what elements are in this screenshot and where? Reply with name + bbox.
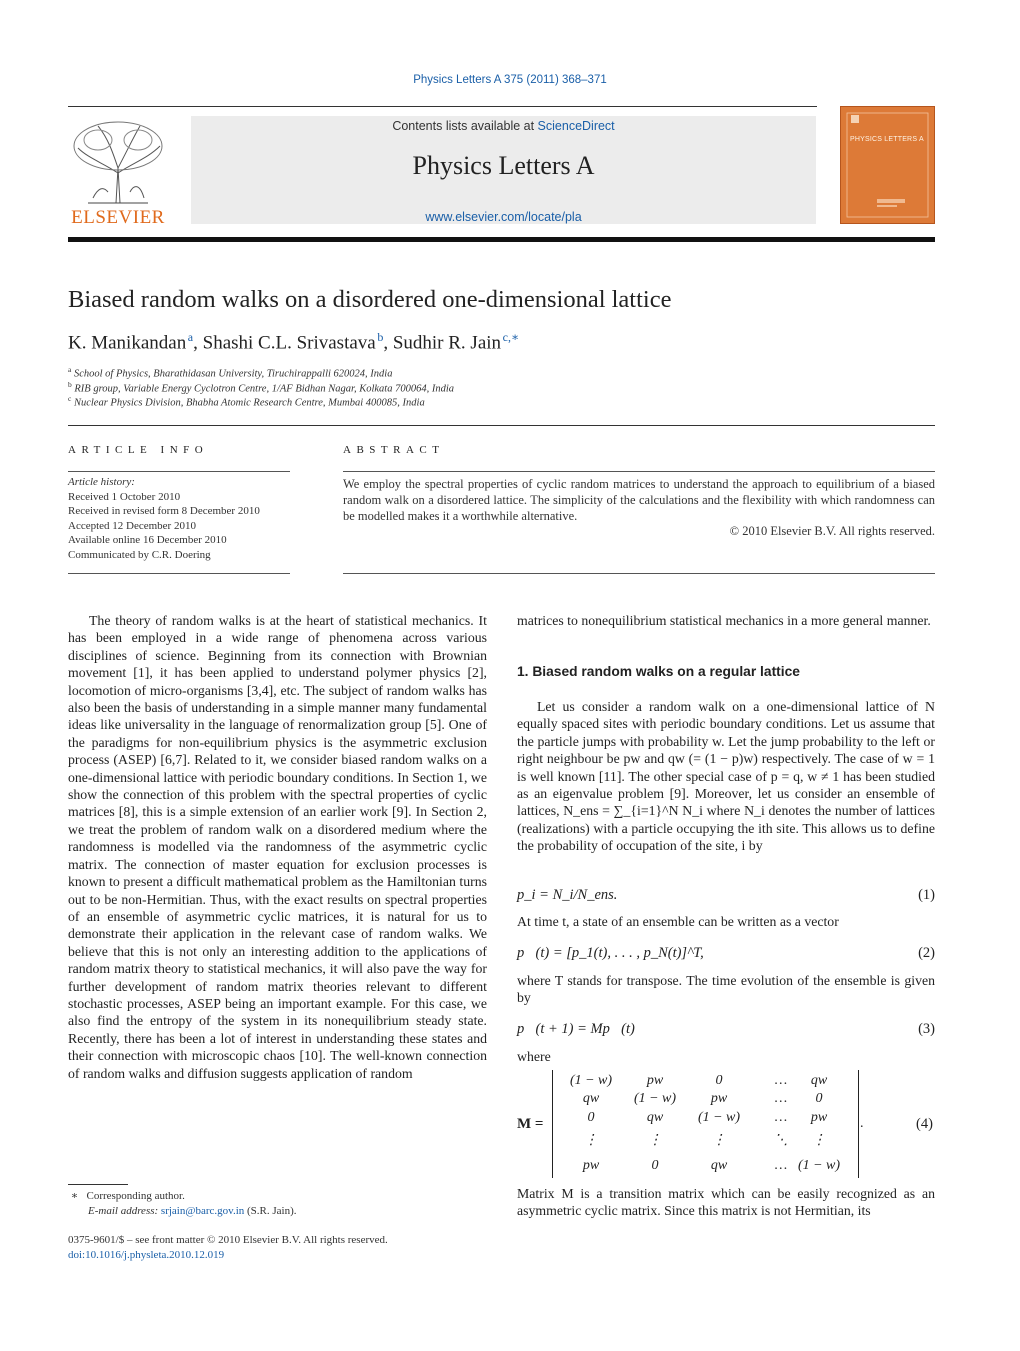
author-name: Shashi C.L. Srivastava [202,332,376,354]
introduction-paragraph: The theory of random walks is at the heart of statistical mechanics. It has been employed in a wide range of phenomena across various disciplines of science. Beginning from its connection with Brownian movement [1], it has been applied to understand polymer physics [2], locomotion of micro-organisms [3,4], etc. The subject of random walks has also been the basis of understanding in a simple manner many fundamental ideas like universality in the language of renormalization group [5]. One of the paradigms for non-equilibrium physics is the asymmetric exclusion process (ASEP) [6,7]. Related to it, we consider biased random walks on a one-dimensional lattice with periodic boundary conditions. In Section 1, we show the connection of this problem with the spectral properties of cyclic matrices [8], this is a simple extension of an earlier work [9]. In Section 2, we treat the problem of random walk on a disordered medium where the randomness is modelled via the randomness of the asymmetric cyclic matrix. The connection of master equation for exclusion processes is known to present a difficult mathematical problem as the Hamiltonian turns out to be non-Hermitian. Thus, with the exact results on spectral properties of an ensemble of asymmetric cyclic matrices, it is natural for us to demonstrate their application in the relevant case of random walks. We believe that this is not only an interesting addition to the applications of random matrix theory to statistical mechanics, it will also pave the way for further development of random matrix theories relevant to different stochastic processes, ASEP being an important example. For this case, we also find the entropy of the system in its nonequilibrium steady state. Recently, there has been a lot of interest in understanding these states and their connection with microscopic chaos [10]. The well-known connection of random walks and diffusion suggests application of random [68,613,487,1081]
matrix-cell: ⋮ [712,1133,726,1148]
matrix-cell: pw [582,1158,600,1173]
equation-1-number: (1) [918,887,935,903]
equation-2 [517,945,935,962]
matrix-cell: ⋮ [648,1133,662,1148]
email-owner: (S.R. Jain). [244,1205,297,1217]
affiliation-text: RIB group, Variable Energy Cyclotron Centre, 1/AF Bidhan Nagar, Kolkata 700064, India [74,383,454,395]
matrix-cell: (1 − w) [569,1073,613,1088]
sciencedirect-link[interactable]: ScienceDirect [537,119,615,133]
matrix-cell: … [774,1091,788,1106]
matrix-label: M = [517,1116,544,1132]
author-name: K. Manikandan [68,332,187,354]
affiliation-mark: c [68,394,72,403]
matrix-cell: 0 [587,1110,595,1125]
equation-4-number: (4) [916,1116,933,1132]
cover-title: PHYSICS LETTERS A [850,136,924,143]
section-1-heading: 1. Biased random walks on a regular lattice [517,664,800,679]
affiliation-text: Nuclear Physics Division, Bhabha Atomic Research Centre, Mumbai 400085, India [73,397,425,409]
matrix-cell: (1 − w) [697,1110,741,1125]
article-info-rule [68,471,290,472]
matrix-cell: 0 [815,1091,823,1106]
header-top-rule [68,106,817,107]
author-affiliation-mark[interactable]: a [187,330,194,344]
intro-continuation: matrices to nonequilibrium statistical mechanics in a more general manner. [517,613,931,628]
affiliation [68,394,425,409]
affiliation [68,365,392,380]
affiliation-text: School of Physics, Bharathidasan University, Tiruchirappalli 620024, India [73,368,393,380]
equation-3 [517,1021,935,1038]
journal-cover-image [840,106,935,224]
contents-line [191,119,816,133]
footnote-rule [68,1184,128,1185]
abstract-bottom-rule [343,573,935,574]
matrix-cell: 0 [715,1073,723,1088]
abstract-rule [343,471,935,472]
journal-reference[interactable]: Physics Letters A 375 (2011) 368–371 [413,74,607,86]
affiliation-mark: a [68,365,72,374]
corresponding-label: Corresponding author. [86,1190,185,1202]
matrix-cell: ⋱ [774,1133,788,1148]
publisher-wordmark: ELSEVIER [71,207,165,228]
abstract-copyright: © 2010 Elsevier B.V. All rights reserved. [729,524,935,538]
author-affiliation-mark[interactable]: c,∗ [502,330,520,344]
affiliation [68,380,454,395]
matrix-cell: ⋮ [584,1133,598,1148]
article-info-top-rule [68,425,935,426]
journal-title: Physics Letters A [412,151,595,180]
matrix-cell: … [774,1110,788,1125]
text-after-eq4: Matrix M is a transition matrix which can be easily recognized as an asymmetric cyclic matrix. Since this matrix is not Hermitian, its [517,1186,935,1219]
email-label: E-mail address: [88,1205,161,1217]
author-name: Sudhir R. Jain [392,332,502,354]
matrix-cell: qw [646,1110,664,1125]
revised-date: Received in revised form 8 December 2010 [68,505,260,517]
abstract-text: We employ the spectral properties of cyclic random matrices to understand the approach to equilibrium of a biased random walk on a disordered lattice. The simplicity of the calculations and the flexibility with which randomness can be modelled makes it a worthwhile alternative. [343,477,935,523]
equation-2-body: p⃗(t) = [p_1(t), . . . , p_N(t)]^T, [517,945,704,961]
text-after-eq1: At time t, a state of an ensemble can be written as a vector [517,914,839,929]
article-info-heading: ARTICLE INFO [68,444,209,456]
article-info-bottom-rule [68,573,290,574]
matrix-cell: pw [646,1073,664,1088]
affiliation-mark: b [68,380,72,389]
matrix-period: . [860,1116,864,1131]
article-title: Biased random walks on a disordered one-dimensional lattice [68,286,672,313]
equation-1 [517,887,935,904]
matrix-cell: qw [710,1158,728,1173]
author-affiliation-mark[interactable]: b [377,330,384,344]
received-date: Received 1 October 2010 [68,490,181,503]
matrix-cell: 0 [651,1158,659,1173]
text-after-eq2: where T stands for transpose. The time evolution of the ensemble is given by [517,973,935,1006]
matrix-cell: qw [582,1091,600,1106]
section-1-paragraph: Let us consider a random walk on a one-dimensional lattice of N equally spaced sites with periodic boundary conditions. Let us assume that the particle jumps with probability w. Let the jump probability to the left or right neighbour be pw and qw (= (1 − p)w) respectively. The case of w = 1 is well known [11]. The other special case of p = q, w ≠ 1 has been studied as an eigenvalue problem [9]. Moreover, let us consider an ensemble of lattices, N_ens = ∑_{i=1}^N N_i where N_i denotes the number of lattices (realizations) with a particle occupying the ith site. This allows us to define the probability of occupation of the site, i by [517,699,935,854]
doi-link[interactable]: doi:10.1016/j.physleta.2010.12.019 [68,1249,225,1261]
accepted-date: Accepted 12 December 2010 [68,519,196,532]
corresponding-author-footnote: ∗ Corresponding author. E-mail address: srjain@barc.gov.in (S.R. Jain). [68,1190,297,1217]
email-link[interactable]: srjain@barc.gov.in [160,1205,245,1217]
matrix-cell: pw [710,1091,728,1106]
author-list: K. Manikandan $^a$, Shashi C.L. Srivastava $^b$, Sudhir R. Jain $^{c,∗}$ [68,330,520,354]
matrix-cell: qw [810,1073,828,1088]
communicated-by: Communicated by C.R. Doering [68,548,211,561]
matrix-cell: … [774,1158,788,1173]
equation-3-number: (3) [918,1021,935,1037]
matrix-cell: … [774,1073,788,1088]
text-after-eq3: where [517,1049,551,1064]
online-date: Available online 16 December 2010 [68,534,227,546]
matrix-cell: pw [810,1110,828,1125]
issn-line: 0375-9601/$ – see front matter © 2010 Elsevier B.V. All rights reserved. [68,1234,388,1246]
issn-block [68,1233,388,1263]
abstract-heading: ABSTRACT [343,444,445,456]
contents-prefix: Contents lists available at [392,119,538,133]
matrix-cell: (1 − w) [797,1158,841,1173]
equation-3-body: p⃗(t + 1) = Mp⃗(t) [517,1021,635,1037]
equation-2-number: (2) [918,945,935,961]
article-history [68,475,260,562]
header-thick-rule [68,237,935,242]
matrix-cell: ⋮ [812,1133,826,1148]
history-label: Article history: [68,476,135,488]
transition-matrix [552,1070,859,1178]
matrix-cell: (1 − w) [633,1091,677,1106]
equation-1-body: p_i = N_i/N_ens. [517,887,618,903]
journal-url-link[interactable]: www.elsevier.com/locate/pla [425,210,582,224]
